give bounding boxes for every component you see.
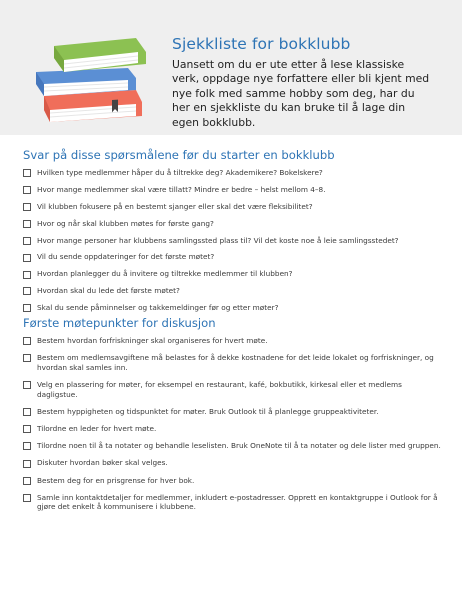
checklist-item-text: Tilordne noen til å ta notater og behandle leselisten. Bruk OneNote til å ta notater og dele lister med gruppen. (37, 441, 441, 451)
checklist-item-text: Hvordan skal du lede det første møtet? (37, 286, 180, 296)
checklist-item-text: Hvor mange personer har klubbens samlingssted plass til? Vil det koste noe å leie samlingsstedet? (37, 235, 399, 245)
checklist-item (23, 303, 443, 313)
checklist-item (23, 252, 443, 262)
checklist-item (23, 380, 443, 399)
checklist-item (23, 441, 443, 451)
intro-paragraph: Uansett om du er ute etter å lese klassiske verk, oppdage nye forfattere eller bli kjent med nye folk med samme hobby som deg, har du her en sjekkliste du kan bruke til å lage din egen bokklubb. (172, 58, 430, 129)
checklist-item (23, 219, 443, 229)
checkbox[interactable] (23, 271, 31, 279)
stacked-books-icon (32, 30, 152, 126)
checklist-item-text: Hvor og når skal klubben møtes for første gang? (37, 218, 214, 228)
checkbox[interactable] (23, 287, 31, 295)
checklist-item-text: Hvor mange medlemmer skal være tillatt? Mindre er bedre – helst mellom 4–8. (37, 184, 326, 194)
checklist-item (23, 185, 443, 195)
checklist-item-text: Samle inn kontaktdetaljer for medlemmer, inkludert e-postadresser. Opprett en kontaktgruppe i Outlook for å gjøre det enkelt å kommunisere i klubbene. (37, 492, 438, 512)
checkbox[interactable] (23, 408, 31, 416)
checklist-item-text: Vil klubben fokusere på en bestemt sjanger eller skal det være fleksibilitet? (37, 201, 313, 211)
checklist-item (23, 458, 443, 468)
checkbox[interactable] (23, 203, 31, 211)
checklist-item-text: Bestem om medlemsavgiftene må belastes for å dekke kostnadene for det leide lokalet og forfriskninger, og hvordan skal samles inn. (37, 353, 434, 372)
checkbox[interactable] (23, 425, 31, 433)
checklist-item (23, 493, 443, 512)
section-heading: Første møtepunkter for diskusjon (23, 316, 216, 330)
checkbox[interactable] (23, 186, 31, 194)
checkbox[interactable] (23, 494, 31, 502)
checklist-item-text: Hvilken type medlemmer håper du å tiltrekke deg? Akademikere? Bokelskere? (37, 168, 323, 177)
checklist-item (23, 353, 443, 372)
checkbox[interactable] (23, 337, 31, 345)
checklist-item-text: Bestem deg for en prisgrense for hver bok. (37, 475, 195, 485)
checkbox[interactable] (23, 254, 31, 262)
checklist-item-text: Hvordan planlegger du å invitere og tiltrekke medlemmer til klubben? (37, 269, 293, 279)
checklist-item (23, 407, 443, 417)
checklist-item-text: Bestem hvordan forfriskninger skal organiseres for hvert møte. (37, 336, 268, 345)
checklist-item (23, 168, 443, 178)
checklist-item (23, 424, 443, 434)
section-discussion-points (23, 316, 443, 519)
checkbox[interactable] (23, 169, 31, 177)
checklist-item-text: Vil du sende oppdateringer for det første møtet? (37, 252, 215, 262)
checkbox[interactable] (23, 460, 31, 468)
checklist-item (23, 202, 443, 212)
checklist-item (23, 286, 443, 296)
checkbox[interactable] (23, 237, 31, 245)
checklist-item (23, 476, 443, 486)
page-title: Sjekkliste for bokklubb (172, 35, 351, 53)
header-band (0, 0, 462, 135)
checkbox[interactable] (23, 220, 31, 228)
checkbox[interactable] (23, 381, 31, 389)
checklist-item-text: Skal du sende påminnelser og takkemeldinger før og etter møter? (37, 303, 279, 313)
checklist-item (23, 336, 443, 346)
checklist-item-text: Tilordne en leder for hvert møte. (37, 423, 157, 433)
checkbox[interactable] (23, 442, 31, 450)
checklist-item-text: Diskuter hvordan bøker skal velges. (37, 458, 168, 468)
checklist-item-text: Velg en plassering for møter, for eksempel en restaurant, kafé, bokbutikk, kirkesal eller et medlems dagligstue. (37, 379, 402, 399)
checklist-item (23, 236, 443, 246)
book-top (54, 38, 146, 72)
checkbox[interactable] (23, 304, 31, 312)
checkbox[interactable] (23, 477, 31, 485)
checklist (23, 168, 443, 313)
checklist-item-text: Bestem hyppigheten og tidspunktet for møter. Bruk Outlook til å planlegge gruppeaktiviteter. (37, 406, 379, 416)
section-questions (23, 148, 443, 320)
checklist (23, 336, 443, 512)
checklist-item (23, 269, 443, 279)
section-heading: Svar på disse spørsmålene før du starter en bokklubb (23, 148, 335, 162)
checkbox[interactable] (23, 354, 31, 362)
